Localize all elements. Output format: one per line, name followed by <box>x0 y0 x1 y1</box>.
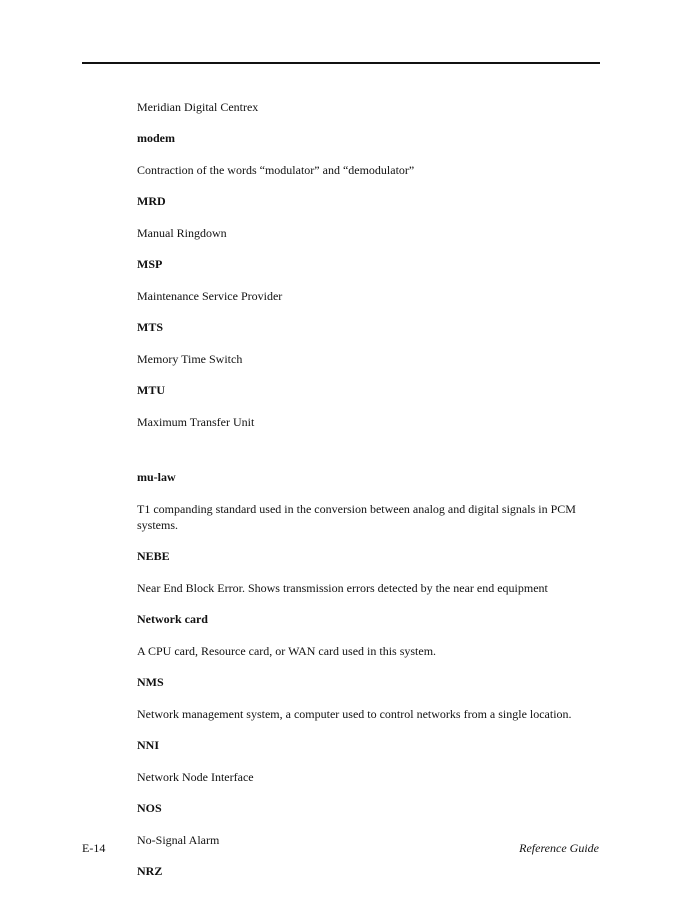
glossary-definition: T1 companding standard used in the conversion between analog and digital signals in PCM systems. <box>137 502 576 532</box>
glossary-definition: Maintenance Service Provider <box>137 289 283 303</box>
glossary-definition: Network management system, a computer used to control networks from a single location. <box>137 707 572 721</box>
glossary-definition: Network Node Interface <box>137 770 254 784</box>
glossary-definition: No-Signal Alarm <box>137 833 220 847</box>
glossary-term: MSP <box>137 257 163 271</box>
glossary-term: NNI <box>137 738 160 752</box>
glossary-term: MRD <box>137 194 166 208</box>
glossary-list <box>137 99 605 895</box>
glossary-term: MTU <box>137 383 165 397</box>
page-number: E-14 <box>82 841 106 855</box>
glossary-term: NMS <box>137 675 164 689</box>
glossary-definition: A CPU card, Resource card, or WAN card used in this system. <box>137 644 437 658</box>
glossary-definition: Maximum Transfer Unit <box>137 415 255 429</box>
glossary-term: MTS <box>137 320 164 334</box>
glossary-term: mu-law <box>137 470 176 484</box>
glossary-term: Network card <box>137 612 208 626</box>
glossary-term: NOS <box>137 801 162 815</box>
glossary-definition: Near End Block Error. Shows transmission errors detected by the near end equipment <box>137 581 548 595</box>
glossary-definition: Memory Time Switch <box>137 352 243 366</box>
glossary-definition: Contraction of the words “modulator” and “demodulator” <box>137 163 415 177</box>
glossary-term: NEBE <box>137 549 170 563</box>
header-rule <box>82 62 600 64</box>
spacer <box>137 445 605 469</box>
glossary-term: NRZ <box>137 864 163 878</box>
glossary-term: modem <box>137 131 175 145</box>
glossary-definition: Meridian Digital Centrex <box>137 100 259 114</box>
glossary-definition: Manual Ringdown <box>137 226 227 240</box>
book-title: Reference Guide <box>519 841 599 855</box>
